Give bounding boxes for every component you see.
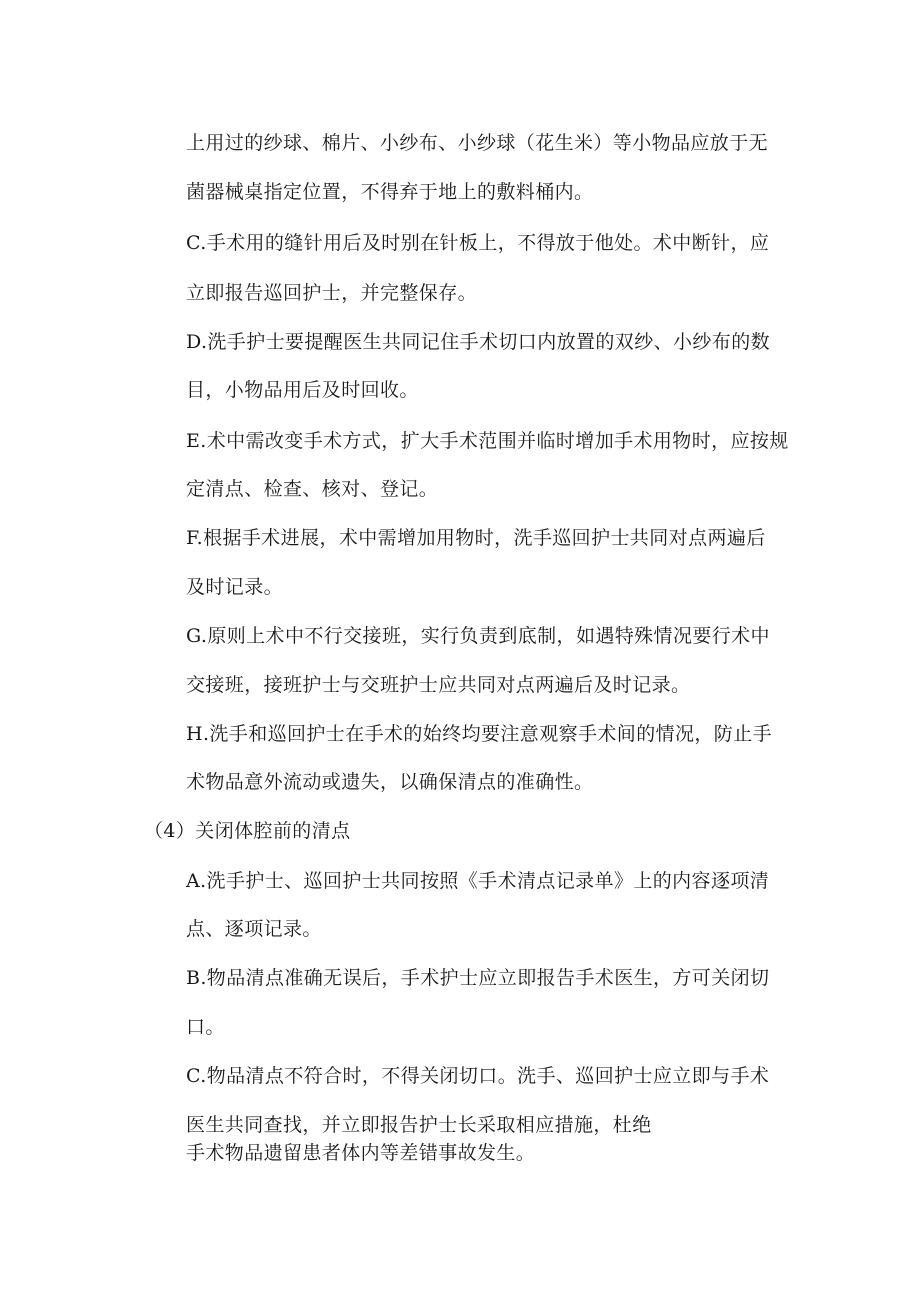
text-line: E.术中需改变手术方式，扩大手术范围并临时增加手术用物时，应按规 [186, 430, 789, 452]
text-line: F.根据手术进展，术中需增加用物时，洗手巡回护士共同对点两遍后 [186, 527, 766, 549]
text-line: 及时记录。 [186, 576, 284, 598]
text-line: 目，小物品用后及时回收。 [186, 379, 419, 401]
text-line: 上用过的纱球、棉片、小纱布、小纱球（花生米）等小物品应放于无 [186, 132, 769, 154]
text-line: 口。 [186, 1016, 225, 1038]
text-line: B.物品清点准确无误后，手术护士应立即报告手术医生，方可关闭切 [186, 967, 770, 989]
text-line: C.手术用的缝针用后及时别在针板上，不得放于他处。术中断针，应 [186, 232, 770, 254]
text-line: 定清点、检查、核对、登记。 [186, 478, 439, 500]
text-line: H.洗手和巡回护士在手术的始终均要注意观察手术间的情况，防止手 [186, 723, 773, 745]
text-line: 医生共同查找，并立即报告护士长采取相应措施，杜绝 [186, 1114, 652, 1136]
text-line: A.洗手护士、巡回护士共同按照《手术清点记录单》上的内容逐项清 [186, 870, 770, 892]
text-line: 立即报告巡回护士，并完整保存。 [186, 282, 478, 304]
text-line: 点、逐项记录。 [186, 918, 322, 940]
text-line: 菌器械桌指定位置，不得弃于地上的敷料桶内。 [186, 181, 594, 203]
text-line: G.原则上术中不行交接班，实行负责到底制，如遇特殊情况要行术中 [186, 625, 770, 647]
text-line: 术物品意外流动或遗失，以确保清点的准确性。 [186, 771, 594, 793]
section-heading: （4）关闭体腔前的清点 [144, 820, 351, 842]
text-line: C.物品清点不符合时，不得关闭切口。洗手、巡回护士应立即与手术 [186, 1065, 770, 1087]
text-line: D.洗手护士要提醒医生共同记住手术切口内放置的双纱、小纱布的数 [186, 331, 770, 353]
text-line: 手术物品遗留患者体内等差错事故发生。 [186, 1142, 536, 1164]
text-line: 交接班，接班护士与交班护士应共同对点两遍后及时记录。 [186, 674, 691, 696]
